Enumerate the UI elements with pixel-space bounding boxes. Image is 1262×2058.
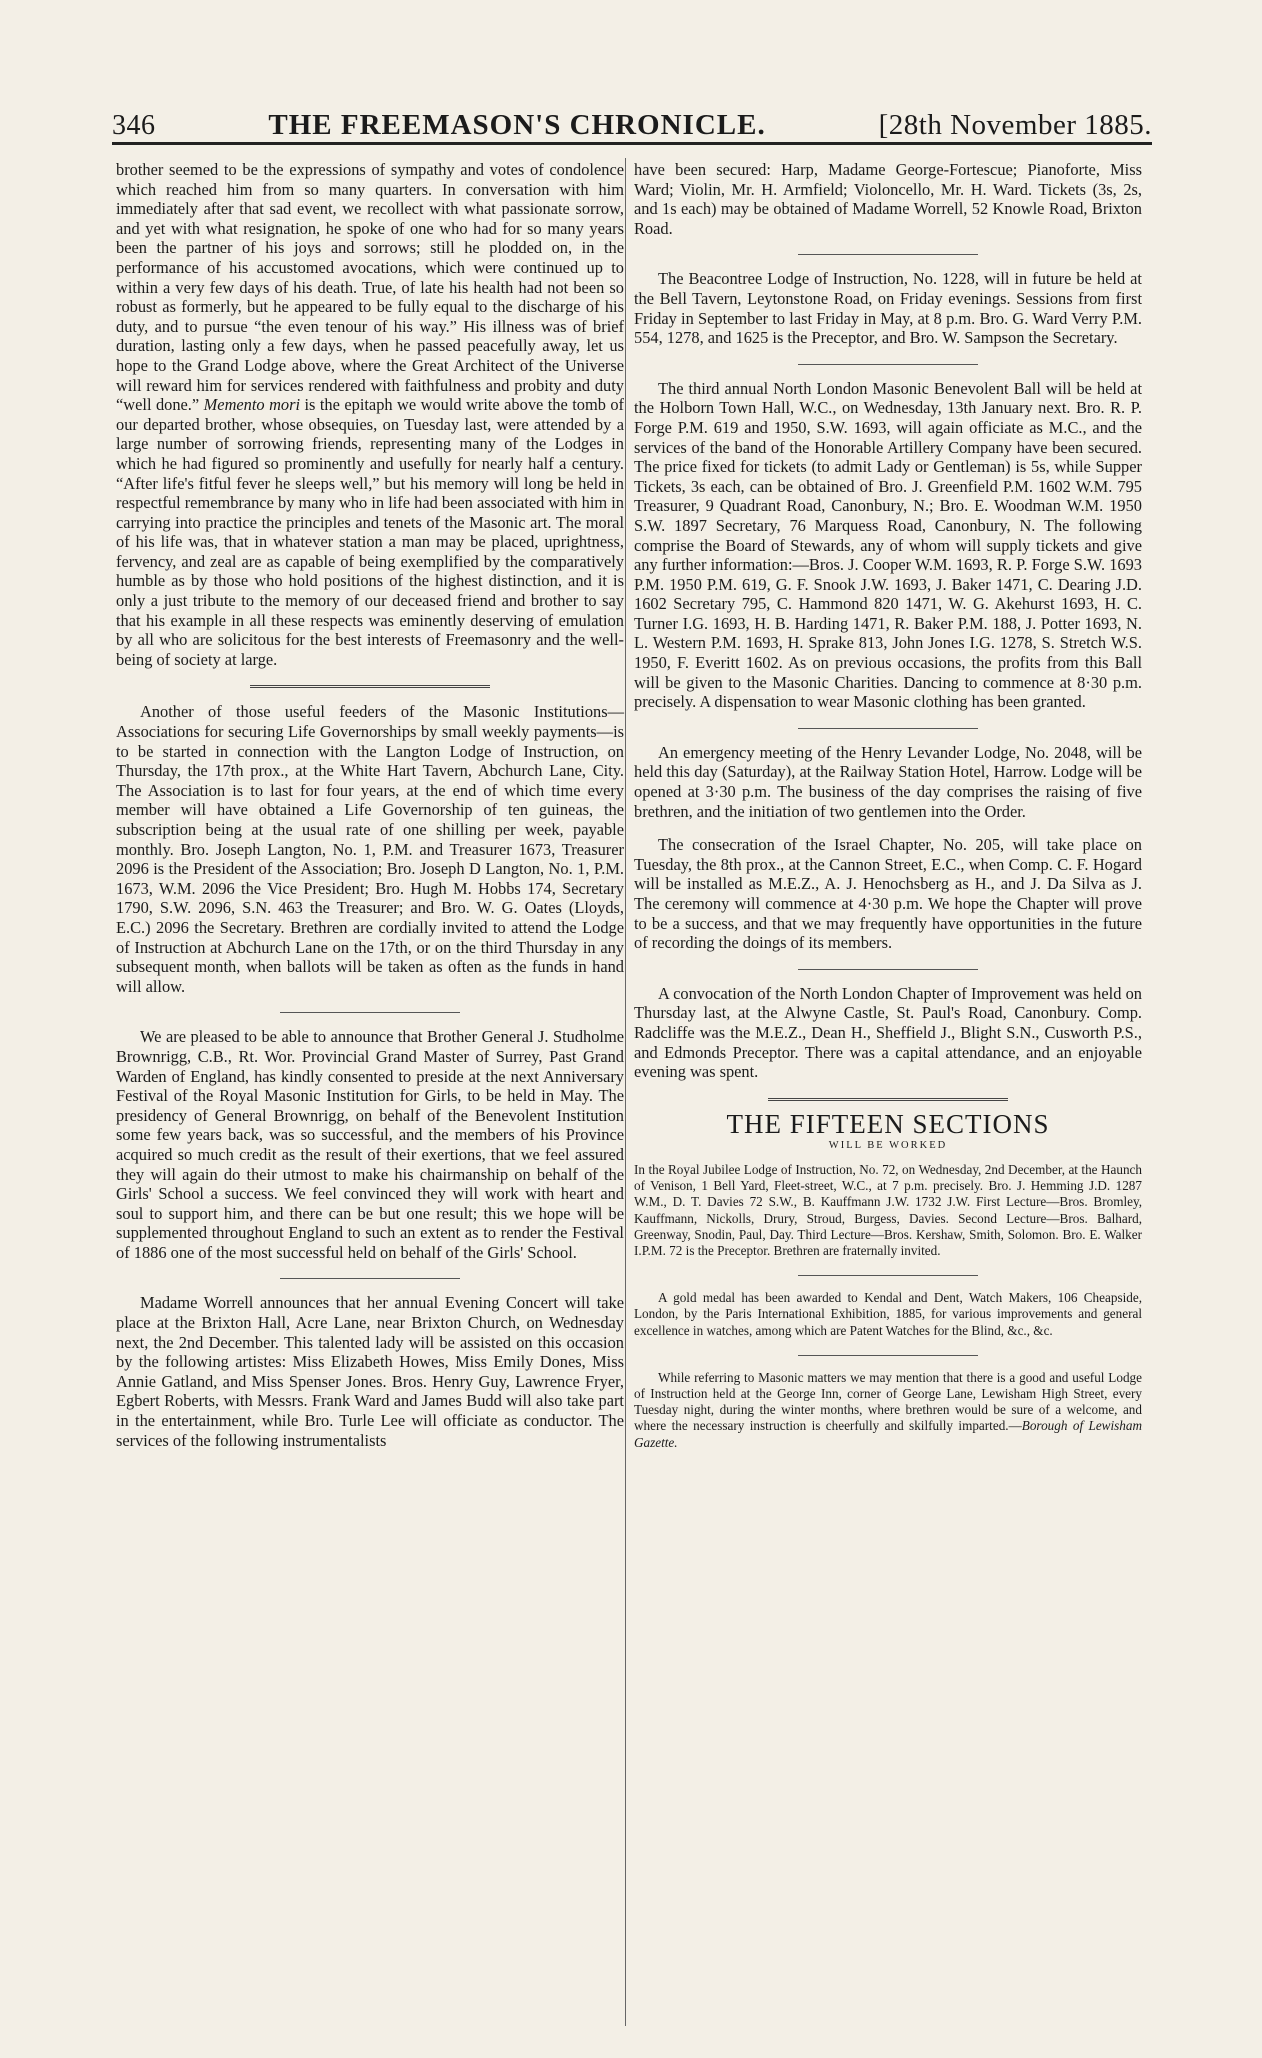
page-number: 346	[112, 110, 156, 141]
article-worrell-continued: have been secured: Harp, Madame George-Fortescue; Pianoforte, Miss Ward; Violin, Mr. H. Armfield; Violoncello, Mr. H. Ward. Tickets (3s, 2s, and 1s each) may be obtained of Madame Worrell, 52 Knowle Road, Brixton Road.	[634, 160, 1142, 238]
separator	[798, 364, 978, 365]
separator	[798, 254, 978, 255]
right-column	[634, 160, 1142, 1451]
article-north-london-chapter: A convocation of the North London Chapter of Improvement was held on Thursday last, at the Alwyne Castle, St. Paul's Road, Canonbury. Comp. Radcliffe was the M.E.Z., Dean H., Sheffield J., Blight S.N., Cusworth P.S., and Edmonds Preceptor. There was a capital attendance, and an enjoyable evening was spent.	[634, 983, 1142, 1082]
article-obituary	[116, 160, 624, 669]
separator	[798, 1275, 978, 1276]
fifteen-sections-notice: In the Royal Jubilee Lodge of Instruction, No. 72, on Wednesday, 2nd December, at the Haunch of Venison, 1 Bell Yard, Fleet-street, W.C., at 7 p.m. precisely. Bro. J. Hemming J.D. 1287 W.M., D. T. Davies 72 S.W., B. Kauffmann J.W. 1732 J.W. First Lecture—Bros. Bromley, Kauffmann, Nickolls, Drury, Stroud, Burgess, Davies. Second Lecture—Bros. Balhard, Greenway, Snodin, Paul, Day. Third Lecture—Bros. Kershaw, Smith, Solomon. Bro. E. Walker I.P.M. 72 is the Preceptor. Brethren are fraternally invited.	[634, 1161, 1142, 1258]
issue-date: [28th November 1885.	[878, 109, 1152, 141]
separator	[280, 1278, 460, 1279]
column-rule	[625, 158, 626, 2026]
article-brownrigg: We are pleased to be able to announce that Brother General J. Studholme Brownrigg, C.B., Rt. Wor. Provincial Grand Master of Surrey, Past Grand Warden of England, has kindly consented to preside at the next Anniversary Festival of the Royal Masonic Institution for Girls, to be held in May. The presidency of General Brownrigg, on behalf of the Benevolent Institution some few years back, was so successful, and the members of his Province acquired so much credit as the result of their exertions, that we feel assured they will again do their utmost to make his chairmanship on behalf of the Girls' School a success. We feel convinced they will work with heart and soul to support him, and there can be but one result; this we hope will be supplemented throughout England to such an extent as to render the Festival of 1886 one of the most successful held on behalf of the Girls' School.	[116, 1027, 624, 1262]
obituary-text: brother seemed to be the expressions of sympathy and votes of condolence which reached him from so many quarters. In conversation with him immediately after that sad event, we recollect with what passionate sorrow, and yet with what resignation, he spoke of one who had for so many years been the partner of his joys and sorrows; still he plodded on, in the performance of his accustomed avocations, which were continued up to within a very few days of his death. True, of late his health had not been so robust as formerly, but he appeared to be fully equal to the discharge of his duty, and to pursue “the even tenour of his way.” His illness was of brief duration, lasting only a few days, when he passed peacefully away, let us hope to the Grand Lodge above, where the Great Architect of the Universe will reward him for services rendered with faithfulness and probity and duty “well done.”	[116, 160, 624, 415]
fifteen-sections-heading: THE FIFTEEN SECTIONS	[726, 1108, 1050, 1139]
separator	[798, 728, 978, 729]
page-title: THE FREEMASON'S CHRONICLE.	[268, 109, 766, 141]
article-george-inn	[634, 1370, 1142, 1451]
page-header	[112, 98, 1152, 145]
fifteen-sections-subheading: WILL BE WORKED	[828, 1140, 948, 1152]
article-israel-chapter: The consecration of the Israel Chapter, No. 205, will take place on Tuesday, the 8th prox., at the Cannon Street, E.C., when Comp. C. F. Hogard will be installed as M.E.Z., A. J. Henochsberg as H., and J. Da Silva as J. The ceremony will commence at 4·30 p.m. We hope the Chapter will prove to be a success, and that we may frequently have opportunities in the future of recording the doings of its members.	[634, 835, 1142, 953]
separator	[798, 1355, 978, 1356]
article-langton-lodge: Another of those useful feeders of the Masonic Institutions—Associations for securing Life Governorships by small weekly payments—is to be started in connection with the Langton Lodge of Instruction, on Thursday, the 17th prox., at the White Hart Tavern, Abchurch Lane, City. The Association is to last for four years, at the end of which time every member will have obtained a Life Governorship of ten guineas, the subscription being at the usual rate of one shilling per week, payable monthly. Bro. Joseph Langton, No. 1, P.M. and Treasurer 1673, Treasurer 2096 is the President of the Association; Bro. Joseph D Langton, No. 1, P.M. 1673, W.M. 2096 the Vice President; Bro. Hugh M. Hobbs 174, Secretary 1790, S.W. 2096, S.N. 463 the Treasurer; and Bro. W. G. Oates (Lloyds, E.C.) 2096 the Secretary. Brethren are cordially invited to attend the Lodge of Instruction at Abchurch Lane on the 17th, or on the third Thursday in any subsequent month, when ballots will be taken as often as the funds in hand will allow.	[116, 702, 624, 996]
separator	[250, 685, 490, 688]
separator	[280, 1012, 460, 1013]
left-column	[116, 160, 624, 1450]
george-inn-text: While referring to Masonic matters we may mention that there is a good and useful Lodge of Instruction held at the George Inn, corner of George Lane, Lewisham High Street, every Tuesday night, during the winter months, where brethren would be sure of a welcome, and where the necessary instruction is cheerfully and skilfully imparted.—	[634, 1369, 1142, 1434]
article-beacontree: The Beacontree Lodge of Instruction, No. 1228, will in future be held at the Bell Tavern, Leytonstone Road, on Friday evenings. Sessions from first Friday in September to last Friday in May, at 8 p.m. Bro. G. Ward Verry P.M. 554, 1278, and 1625 is the Preceptor, and Bro. W. Sampson the Secretary.	[634, 269, 1142, 348]
article-gold-medal: A gold medal has been awarded to Kendal and Dent, Watch Makers, 106 Cheapside, London, by the Paris International Exhibition, 1885, for various improvements and general excellence in watches, among which are Patent Watches for the Blind, &c., &c.	[634, 1290, 1142, 1338]
article-henry-levander: An emergency meeting of the Henry Levander Lodge, No. 2048, will be held this day (Saturday), at the Railway Station Hotel, Harrow. Lodge will be opened at 3·30 p.m. The business of the day comprises the raising of five brethren, and the initiation of two gentlemen into the Order.	[634, 742, 1142, 821]
separator	[798, 969, 978, 970]
separator	[768, 1098, 1008, 1101]
memento-mori: Memento mori	[203, 395, 301, 415]
article-benevolent-ball: The third annual North London Masonic Benevolent Ball will be held at the Holborn Town Hall, W.C., on Wednesday, 13th January next. Bro. R. P. Forge P.M. 619 and 1950, S.W. 1693, will again officiate as M.C., and the services of the band of the Honorable Artillery Company have been secured. The price fixed for tickets (to admit Lady or Gentleman) is 5s, while Supper Tickets, 3s each, can be obtained of Bro. J. Greenfield P.M. 1602 W.M. 795 Treasurer, 9 Quadrant Road, Canonbury, N.; Bro. E. Woodman W.M. 1950 S.W. 1897 Secretary, 76 Marquess Road, Canonbury, N. The following comprise the Board of Stewards, any of whom will supply tickets and give any further information:—Bros. J. Cooper W.M. 1693, R. P. Forge S.W. 1693 P.M. 1950 P.M. 619, G. F. Snook J.W. 1693, J. Baker 1471, C. Dearing J.D. 1602 Secretary 795, C. Hammond 820 1471, W. G. Akehurst 1693, H. C. Turner I.G. 1693, H. B. Harding 1471, R. Baker P.M. 188, J. Potter 1693, N. L. Western P.M. 1693, H. Sprake 813, John Jones I.G. 1278, S. Stretch W.S. 1950, F. Everitt 1602. As on previous occasions, the profits from this Ball will be given to the Masonic Charities. Dancing to commence at 8·30 p.m. precisely. A dispensation to wear Masonic clothing has been granted.	[634, 378, 1142, 712]
obituary-text-rest: is the epitaph we would write above the tomb of our departed brother, whose obsequies, on Tuesday last, were attended by a large number of sorrowing friends, representing many of the Lodges in which he had figured so prominently and usefully for nearly half a century. “After life's fitful fever he sleeps well,” but his memory will long be held in respectful remembrance by many who in life had been associated with him in carrying into practice the principles and tenets of the Masonic art. The moral of his life was, that in whatever station a man may be placed, uprightness, fervency, and zeal are as capable of being exemplified by the comparatively humble as by those who hold positions of the highest distinction, and it is only a just tribute to the memory of our deceased friend and brother to say that his example in all these respects was eminently deserving of emulation by all who are solicitous for the best interests of Freemasonry and the well-being of society at large.	[116, 395, 624, 669]
article-worrell-concert: Madame Worrell announces that her annual Evening Concert will take place at the Brixton Hall, Acre Lane, near Brixton Church, on Wednesday next, the 2nd December. This talented lady will be assisted on this occasion by the following artistes: Miss Elizabeth Howes, Miss Emily Dones, Miss Annie Gatland, and Miss Spenser Jones. Bros. Henry Guy, Lawrence Fryer, Egbert Roberts, with Messrs. Frank Ward and James Budd will also take part in the entertainment, while Bro. Turle Lee will officiate as conductor. The services of the following instrumentalists	[116, 1293, 624, 1450]
source-citation: Borough of Lewisham Gazette.	[634, 1418, 1142, 1450]
